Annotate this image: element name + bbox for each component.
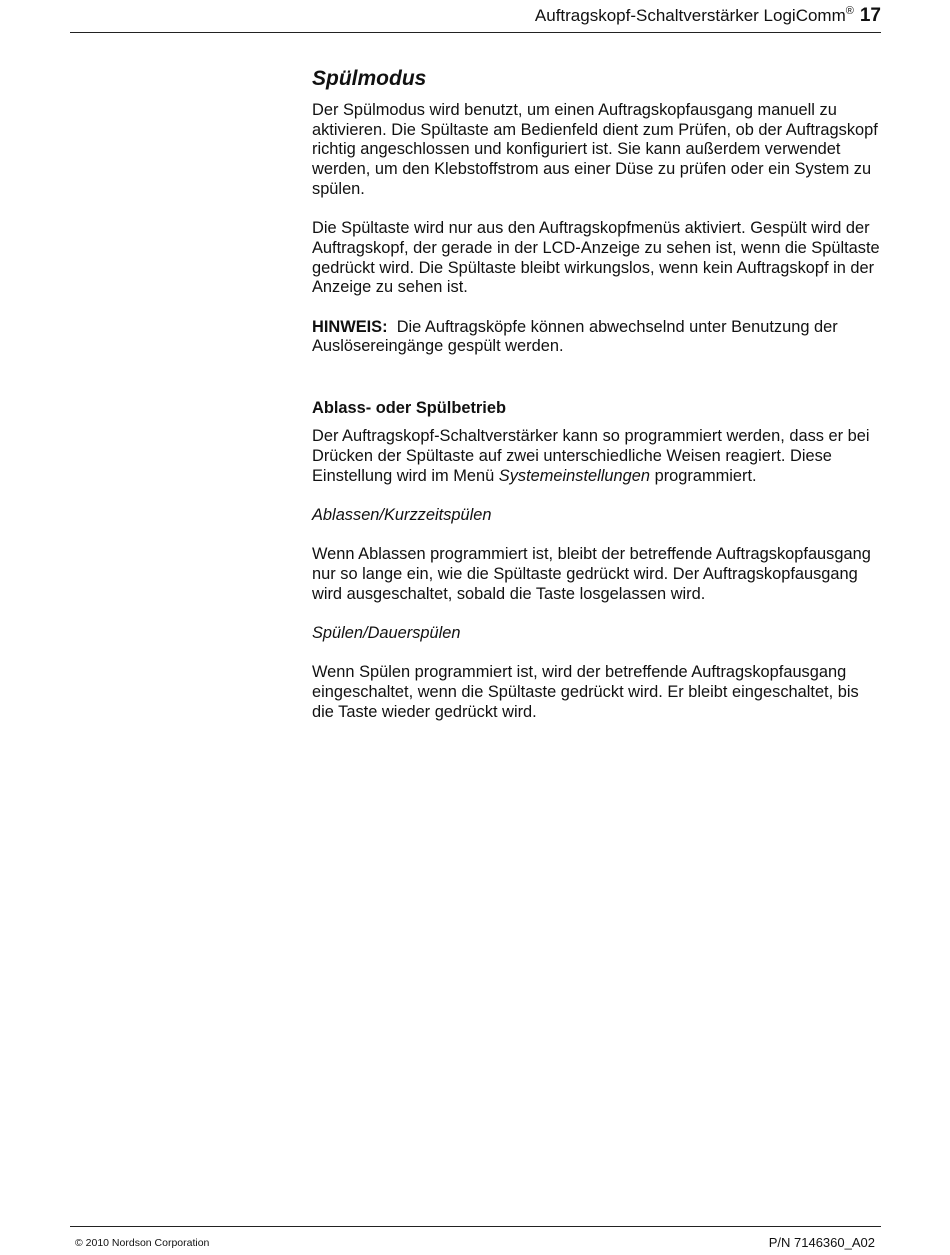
mode1-heading: Ablassen/Kurzzeitspülen <box>312 505 492 524</box>
subsection-title: Ablass- oder Spülbetrieb <box>312 399 506 418</box>
intro-emphasis: Systemeinstellungen <box>498 466 651 485</box>
note <box>312 318 884 357</box>
registered-mark: ® <box>845 5 854 17</box>
header-text <box>535 5 881 27</box>
main-content <box>312 66 884 742</box>
intro-after: programmiert. <box>654 466 757 485</box>
section-paragraph-1: Der Spülmodus wird benutzt, um einen Auftragskopfausgang manuell zu aktivieren. Die Spültaste am Bedienfeld dient zum Prüfen, ob der Auftragskopf richtig angeschlossen und konfiguriert ist. Sie kann außerdem verwendet werden, um den Klebstoffstrom aus einer Düse zu prüfen oder ein System zu spülen. <box>312 101 878 198</box>
note-label: HINWEIS: <box>312 317 388 336</box>
header-title-text: Auftragskopf-Schaltverstärker LogiComm <box>534 6 846 25</box>
page-number: 17 <box>859 5 881 26</box>
subsection-intro <box>312 427 884 486</box>
page-header <box>70 0 881 33</box>
mode1-text: Wenn Ablassen programmiert ist, bleibt der betreffende Auftragskopfausgang nur so lange ein, wie die Spültaste gedrückt wird. Der Auftragskopfausgang wird ausgeschaltet, sobald die Taste losgelassen wird. <box>312 545 871 603</box>
footer-part-number: P/N 7146360_A02 <box>768 1235 875 1250</box>
header-title <box>535 6 854 25</box>
mode2-text: Wenn Spülen programmiert ist, wird der betreffende Auftragskopfausgang eingeschaltet, wenn die Spültaste gedrückt wird. Er bleibt eingeschaltet, bis die Taste wieder gedrückt wird. <box>312 663 859 721</box>
note-text: Die Auftragsköpfe können abwechselnd unter Benutzung der Auslösereingänge gespült werden. <box>312 317 838 356</box>
section-paragraph-2: Die Spültaste wird nur aus den Auftragskopfmenüs aktiviert. Gespült wird der Auftragskopf, der gerade in der LCD-Anzeige zu sehen ist, wenn die Spültaste gedrückt wird. Die Spültaste bleibt wirkungslos, wenn kein Auftragskopf in der Anzeige zu sehen ist. <box>312 219 880 297</box>
page-footer <box>70 1226 881 1255</box>
intro-before: Der Auftragskopf-Schaltverstärker kann so programmiert werden, dass er bei Drücken der Spültaste auf zwei unterschiedliche Weisen reagiert. Diese Einstellung wird im Menü <box>312 427 870 485</box>
mode2-heading: Spülen/Dauerspülen <box>312 624 461 643</box>
footer-copyright: © 2010 Nordson Corporation <box>75 1237 210 1249</box>
section-title: Spülmodus <box>312 67 427 90</box>
